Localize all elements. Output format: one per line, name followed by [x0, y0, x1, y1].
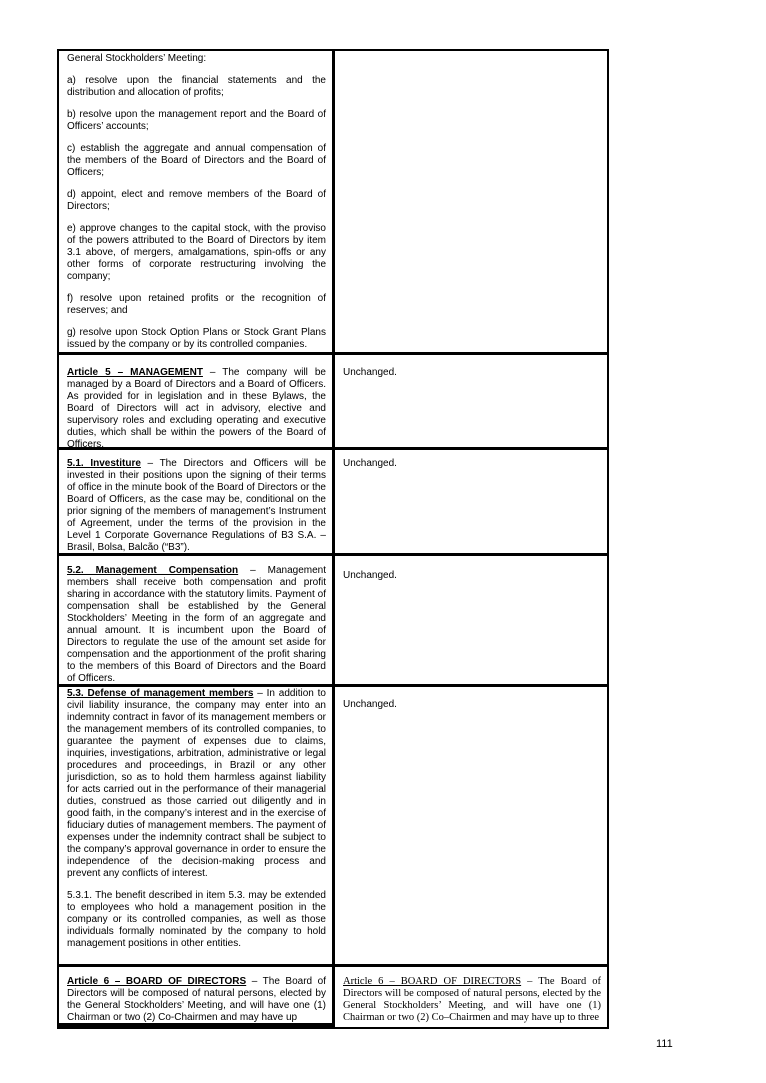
article-body: – The Board of Directors will be composed of natural persons, elected by the General Stockholders’ Meeting, and will have one (1) Chairman or two (2) Co-Chairmen and may have up: [67, 976, 326, 1023]
item-body: – The Directors and Officers will be invested in their positions upon the signing of their terms of office in the minute book of the Board of Directors or the Board of Officers, as the case may be, conditional on the prior signing of the members of management’s Instrument of Agreement, under the terms of the provision in the Level 1 Corporate Governance Regulations of B3 S.A. – Brasil, Bolsa, Balcão (“B3”).: [67, 458, 327, 553]
proposed-text: Unchanged.: [343, 458, 397, 469]
proposed-text: Unchanged.: [343, 367, 397, 378]
table-row: [59, 687, 607, 967]
table-row: [59, 355, 607, 450]
table-row: [59, 450, 607, 556]
list-item: d) appoint, elect and remove members of the Board of Directors;: [67, 189, 326, 212]
list-item: b) resolve upon the management report and the Board of Officers’ accounts;: [67, 109, 326, 132]
proposed-text-cell: [335, 355, 607, 447]
table-row: [59, 51, 607, 355]
list-item: a) resolve upon the financial statements and the distribution and allocation of profits;: [67, 75, 326, 98]
article-body: – The Board of Directors will be composed of natural persons, elected by the General Stockholders’ Meeting, and will have one (1) Chairman or two (2) Co–Chairmen and may have up to three: [343, 976, 601, 1023]
proposed-text-cell: [335, 556, 607, 684]
item-heading: 5.3. Defense of management members: [67, 688, 254, 699]
current-text-cell: [59, 51, 332, 352]
proposed-text-cell: [335, 450, 607, 553]
current-text-cell: [59, 450, 332, 553]
item-heading: 5.1. Investiture: [67, 458, 141, 469]
current-text-cell: [59, 687, 332, 964]
table-row: [59, 556, 607, 687]
current-text-cell: [59, 967, 332, 1023]
item-body: – Management members shall receive both compensation and profit sharing in accordance with the statutory limits. Payment of compensation shall be established by the General Stockholders’ Meeting in the form of an aggregate and annual amount. It is incumbent upon the Board of Directors to regulate the use of the amount set aside for compensation and the apportionment of the profit sharing to the members of this Board of Directors and the Board of Officers.: [67, 565, 326, 684]
page-number: 111: [656, 1038, 673, 1050]
item-body: – In addition to civil liability insurance, the company may enter into an indemnity contract in favor of its management members or the management members of its controlled companies, to guarantee the payment of expenses due to claims, inquiries, investigations, arbitration, administrative or legal procedures and proceedings, in Brazil or any other jurisdiction, so as to hold them harmless against liability for acts carried out in the performance of their managerial duties, construed as those carried out diligently and in good faith, in the company’s interest and in the exercise of fiduciary duties of management members. The payment of expenses under the indemnity contract shall be subject to the company’s approval governance in order to ensure the independence of the decision-making process and prevent any conflicts of interest.: [67, 688, 326, 879]
table-row: [59, 967, 607, 1027]
proposed-text-cell: [335, 687, 607, 964]
article-body: – The company will be managed by a Board of Directors and a Board of Officers. As provided for in legislation and in these Bylaws, the Board of Directors will act in advisory, elective and supervisory roles and excluding operating and executive duties, which shall be within the powers of the Board of Officers.: [67, 367, 326, 450]
article-6-paragraph: [67, 976, 326, 1024]
item-heading: 5.2. Management Compensation: [67, 565, 239, 576]
proposed-text-cell: [335, 51, 607, 352]
proposed-text: Unchanged.: [343, 699, 397, 710]
article-heading: Article 6 – BOARD OF DIRECTORS: [343, 976, 522, 987]
list-item: f) resolve upon retained profits or the recognition of reserves; and: [67, 293, 326, 316]
article-5-paragraph: [67, 367, 326, 451]
list-item: c) establish the aggregate and annual compensation of the members of the Board of Directors and the Board of Officers;: [67, 143, 326, 178]
proposed-text-cell: [335, 967, 607, 1027]
bylaws-comparison-table: [57, 49, 609, 1029]
item-5-2-paragraph: [67, 565, 326, 685]
article-heading: Article 5 – MANAGEMENT: [67, 367, 203, 378]
article-6-proposed-paragraph: [343, 976, 601, 1024]
list-item: g) resolve upon Stock Option Plans or Stock Grant Plans issued by the company or by its controlled companies.: [67, 327, 326, 350]
item-5-1-paragraph: [67, 458, 326, 554]
list-item: e) approve changes to the capital stock, with the proviso of the powers attributed to the Board of Directors by item 3.1 above, of mergers, amalgamations, spin-offs or any other forms of corporate restructuring involving the company;: [67, 223, 326, 282]
item-5-3-paragraph: [67, 688, 326, 880]
proposed-text: Unchanged.: [343, 570, 397, 581]
item-5-3-1-paragraph: 5.3.1. The benefit described in item 5.3. may be extended to employees who hold a management position in the company or its controlled companies, as well as those individuals formally nominated by the company to hold management positions in other entities.: [67, 890, 326, 949]
current-text-cell: [59, 556, 332, 684]
article-heading: Article 6 – BOARD OF DIRECTORS: [67, 976, 247, 987]
paragraph: General Stockholders’ Meeting:: [67, 53, 207, 64]
current-text-cell: [59, 355, 332, 450]
